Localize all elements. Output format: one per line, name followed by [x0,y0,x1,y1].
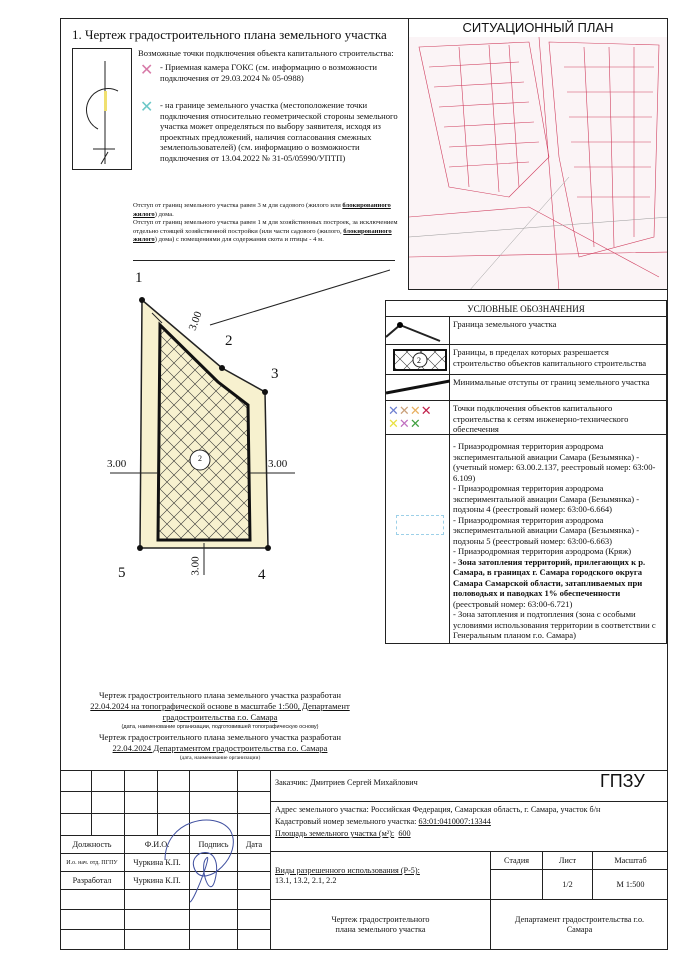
title-block [60,770,668,950]
situation-plan [408,18,668,290]
address: Адрес земельного участка: Российская Федерация, Самарская область, г. Самара, участок б/н [275,805,601,814]
offset-bottom: 3.00 [189,556,202,576]
cadastral-number: 63:01:0410007:13344 [418,817,491,826]
legend-setback: Минимальные отступы от границ земельного участка [453,377,650,387]
point-label-4: 4 [258,567,266,583]
setback-note: Отступ от границ земельного участка равен 3 м для садового (жилого или блокированного жилого) дома. Отступ от границ земельного участка равен 1 м для хозяйственных построек, за исключением отдельно стоящей хозяйственной постройки (или части садового (жилого, блокированного жилого) дома) с помещениями для содержания скота и птицы - 4 м. [133,202,398,243]
legend [385,300,667,644]
plot-drawing [90,265,390,595]
row1-position: И.о. нач. отд. ПГПУ [60,854,125,872]
sheet-value: 1/2 [543,870,593,900]
plot-info: Адрес земельного участка: Российская Федерация, Самарская область, г. Самара, участок б/н Кадастровый номер земельного участка: 63:01:0410007:13344 Площадь земельного участка (м²): 600 [271,802,668,852]
point-label-3: 3 [271,366,279,382]
scale-header: Масштаб [593,852,668,870]
zone-swatch-icon [396,515,444,535]
row2-name: Чуркина К.П. [125,872,190,890]
col-signature: Подпись [190,836,238,854]
buildable-zone-icon [386,345,450,375]
setback-line-icon [386,375,450,401]
point-label-2: 2 [225,333,233,349]
drawing-name: Чертеж градостроительного плана земельного участка [271,900,491,950]
scale-value: М 1:500 [593,870,668,900]
zone-number: 2 [198,454,202,463]
connection-item-2: - на границе земельного участка (местоположение точки подключения относительно геометрической стороны земельного участка может определяться по выбору заявителя, исходя из проектных предложений, наличия согласования смежных землепользователей) (см. информацию о возможности подключения от 13.04.2022 № 31-05/05990/УПТП) [160,100,398,163]
row1-name: Чуркина К.П. [125,854,190,872]
legend-connections: Точки подключения объектов капитального строительства к сетям инженерно-технического обеспечения [453,403,629,434]
north-arrow-icon [73,49,133,171]
divider [133,260,395,261]
area-value: 600 [398,829,411,838]
permitted-use: Виды разрешенного использования (Р-5): 13.1, 13.2, 2.1, 2.2 [271,852,491,900]
sheet-header: Лист [543,852,593,870]
svg-text:2: 2 [417,356,421,365]
organization: Департамент градостроительства г.о. Самара [514,915,645,934]
stage-header: Стадия [491,852,543,870]
north-arrow [72,48,132,170]
point-label-1: 1 [135,270,143,286]
connection-heading: Возможные точки подключения объекта капитального строительства: [138,48,394,58]
cross-cyan-icon: ✕ [140,99,154,116]
connection-item-1: - Приемная камера ГОКС (см. информацию о возможности подключения от 29.03.2024 № 05-0988) [160,62,377,83]
offset-right: 3.00 [268,458,288,470]
point-label-5: 5 [118,565,126,581]
col-name: Ф.И.О. [125,836,190,854]
situation-plan-title: СИТУАЦИОННЫЙ ПЛАН [409,19,667,37]
situation-map [409,37,668,290]
connection-crosses-icon: ✕✕✕✕ ✕✕✕ [386,401,450,434]
legend-title: УСЛОВНЫЕ ОБОЗНАЧЕНИЯ [386,301,666,317]
offset-top: 3.00 [186,309,205,333]
cross-pink-icon: ✕ [140,62,154,79]
signature [155,810,245,905]
legend-boundary: Граница земельного участка [453,319,557,329]
development-note: Чертеж градостроительного плана земельного участка разработан 22.04.2024 на топографической основе в масштабе 1:500, Департамент градостроительства г.о. Самара (дата, наименование организации, подготовившей топографическую основу) Чертеж градостроительного плана земельного участка разработан 22.04.2024 Департаментом градостроительства г.о. Самара (дата, наименование организации) [90,690,350,761]
offset-left: 3.00 [107,458,127,470]
col-date: Дата [238,836,271,854]
legend-buildable: Границы, в пределах которых разрешается строительство объектов капитального строительства [453,347,647,368]
row2-position: Разработал [60,872,125,890]
page-title: 1. Чертеж градостроительного плана земельного участка [72,27,387,42]
legend-zones: - Приаэродромная территория аэродрома экспериментальной авиации Самара (Безымянка) - (учетный номер: 63.00.2.137, реестровый номер: 63:00-6.109) - Приаэродромная территория аэродрома экспериментальной авиации Самара (Безымянка) - подзоны 4 (реестровый номер: 63:00-6.664) - Приаэродромная территория аэродрома экспериментальной авиации Самара (Безымянка) - подзоны 5 (реестровый номер: 63:00-6.663) - Приаэродромная территория аэродрома (Кряж) - Зона затопления территорий, прилегающих к р. Самара, в границах г. Самара городского округа Самара Самарской области, затапливаемых при половодьях и паводках 1% обеспеченности (реестровый номер: 63:00-6.721) - Зона затопления и подтопления (зона с особыми условиями использования территории в соответствии с Генеральным планом г.о. Самара) [453,441,656,640]
customer: Заказчик: Дмитриев Сергей Михайлович [271,770,668,802]
boundary-line-icon [386,317,450,345]
document-code: ГПЗУ [600,771,645,791]
col-position: Должность [60,836,125,854]
